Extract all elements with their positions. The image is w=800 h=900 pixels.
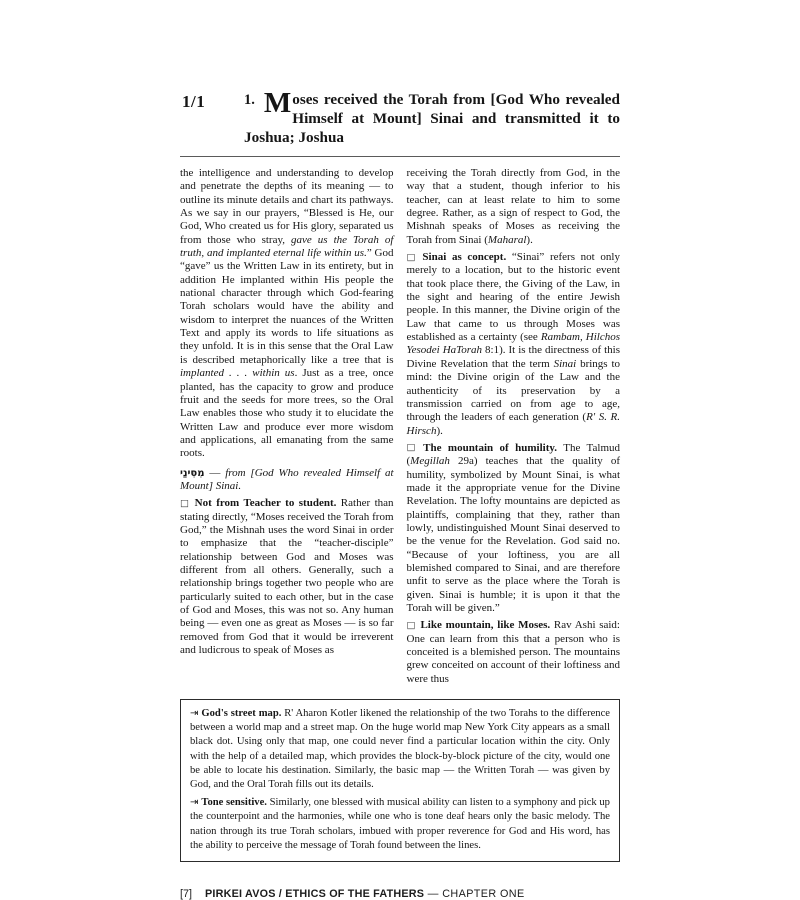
- footnote-paragraph: [190, 707, 610, 792]
- text-segment: receiving the Torah directly from God, in the way that a student, though inferior to his teacher, can at least relate to him to some degree. Rather, as a sign of respect to God, the Mishnah speaks of Moses as receiving the Torah from Sinai (: [406, 167, 620, 246]
- book-title: PIRKEI AVOS / ETHICS OF THE FATHERS: [205, 888, 425, 900]
- text-segment: The mountain of humility.: [423, 441, 558, 454]
- commentary-paragraph: [180, 467, 394, 494]
- section-bullet-icon: □: [406, 251, 419, 263]
- mishnah-text-block: [244, 87, 620, 147]
- text-segment: Sinai: [553, 357, 577, 370]
- text-segment: Sinai as concept.: [422, 251, 507, 264]
- mishnah-number: 1.: [244, 92, 255, 108]
- commentary-paragraph: [407, 619, 621, 686]
- commentary-paragraph: [407, 167, 621, 247]
- mishnah-header: [180, 87, 620, 147]
- text-segment: Not from Teacher to student.: [194, 497, 337, 510]
- text-segment: Rather than stating directly, “Moses received the Torah from God,” the Mishnah uses the word Sinai in order to emphasize that the “teacher-disciple” relationship between God and Moses was different from all others. Generally, such a relationship brings together two people who are particularly suited to each other, but in the case of God and Moses, this was not so. Any human being — even one as great as Moses — is so far removed from God that it would be irreverent and ludicrous to speak of Moses as: [180, 497, 394, 657]
- section-reference: 1/1: [182, 92, 206, 111]
- text-segment: “Sinai” refers not only merely to a location, but to the historic event that took place there, the Giving of the Law, in the sight and hearing of the entire Jewish people. In this manner, the Divine origin of the Law that came to us through Moses was established as a certainty (see: [406, 251, 620, 344]
- text-segment: —: [204, 466, 226, 479]
- mishnah-text: oses received the Torah from [God Who revealed Himself at Mount] Sinai and transmitted it to Joshua; Joshua: [244, 91, 620, 146]
- header-divider: [180, 156, 620, 157]
- text-segment: Rambam, Hilchos Yesodei HaTorah: [406, 331, 621, 357]
- chapter-title: — CHAPTER ONE: [427, 888, 525, 900]
- text-segment: Similarly, one blessed with musical ability can listen to a symphony and pick up the counterpoint and the harmonies, while one who is tone deaf hears only the basic melody. The nation through its true Torah scholars, imbued with proper reverence for God and His word, has the ability to perceive the message of Torah found between the lines.: [190, 797, 610, 851]
- footnote-paragraph: [190, 796, 610, 853]
- text-segment: God's street map.: [201, 708, 282, 720]
- text-segment: The Talmud (: [406, 441, 620, 468]
- footnote-box: [180, 699, 620, 862]
- text-segment: implanted . . . within us: [180, 367, 295, 380]
- text-segment: from [God Who revealed Himself at Mount] Sinai.: [180, 466, 394, 492]
- text-segment: Megillah: [410, 455, 450, 468]
- footnote-arrow-icon: ⇥: [190, 707, 199, 719]
- text-segment: brings to mind: the Divine origin of the Law and the authenticity of its preservation by a transmission carried on from age to age, through the leaders of each generation (: [406, 357, 620, 424]
- commentary-columns: [180, 167, 620, 686]
- footer-title-line: [205, 888, 525, 900]
- text-segment: ” God “gave” us the Written Law in its entirety, but in addition He implanted within His people the national character through which God-fearing Torah scholars would have the ability and wisdom to interpret the nuances of the Written Text and apply its words to life situations as they unfold. It is in this sense that the Oral Law is described metaphorically like a tree that is: [180, 247, 394, 366]
- commentary-column-right: [407, 167, 621, 686]
- text-segment: מִסִּינַי: [180, 467, 205, 479]
- text-segment: Tone sensitive.: [201, 797, 267, 809]
- commentary-paragraph: [407, 251, 621, 438]
- text-segment: gave us the Torah of truth, and implanted eternal life within us.: [180, 233, 394, 260]
- section-bullet-icon: □: [406, 442, 420, 454]
- text-segment: ).: [526, 233, 533, 246]
- commentary-paragraph: [180, 497, 394, 657]
- text-segment: 29a) teaches that the quality of humility, symbolized by Mount Sinai, is what made it the appropriate venue for the Divine Revelation. The lofty mountains are depicted as plaintiffs, complaining that they, rather than lowly, undistinguished Mount Sinai deserved to be the venue for the Revelation. God said no. “Because of your loftiness, you are all blemished compared to Sinai, and are therefore unfit to serve as the place where the Torah is given. Sinai is humble; it is upon it that the Torah will be given.”: [406, 455, 620, 614]
- text-segment: R' Aharon Kotler likened the relationship of the two Torahs to the difference between a world map and a street map. On the huge world map New York City appears as a small black dot. Using only that map, one could never find a particular location within the city. Only with the help of a detailed map, which provides the block-by-block picture of the city, would one be able to locate his destination. Similarly, the basic map — the Written Torah — was given by God, and the Oral Torah fills out its details.: [190, 708, 611, 791]
- commentary-paragraph: [407, 442, 621, 615]
- text-segment: the intelligence and understanding to develop and penetrate the depths of its meaning — to outline its minute details and chart its pathways. As we say in our prayers, “Blessed is He, our God, Who created us for His glory, separated us from those who stray,: [180, 167, 394, 246]
- text-segment: Like mountain, like Moses.: [420, 619, 551, 632]
- section-bullet-icon: □: [180, 497, 191, 509]
- book-page: [180, 0, 620, 900]
- text-segment: 8:1). It is the directness of this Divine Revelation that the term: [406, 344, 620, 370]
- section-bullet-icon: □: [406, 619, 417, 631]
- text-segment: ).: [436, 424, 443, 437]
- footnote-arrow-icon: ⇥: [190, 796, 199, 808]
- commentary-column-left: [180, 167, 394, 686]
- text-segment: R' S. R. Hirsch: [406, 411, 620, 437]
- text-segment: . Just as a tree, once planted, has the capacity to grow and produce fruit and the seeds for more trees, so the Oral Law enables those who study it to elucidate the Written Law and produce ever more wisdom and applications, all emanating from the same roots.: [180, 367, 394, 460]
- text-segment: Rav Ashi said: One can learn from this that a person who is conceited is a blemished person. The mountains grew conceited on account of their loftiness and were thus: [406, 619, 620, 685]
- commentary-paragraph: [180, 167, 394, 461]
- drop-cap-initial: M: [263, 87, 292, 119]
- page-footer: [180, 888, 620, 900]
- text-segment: Maharal: [487, 233, 527, 246]
- page-number: [7]: [180, 888, 193, 900]
